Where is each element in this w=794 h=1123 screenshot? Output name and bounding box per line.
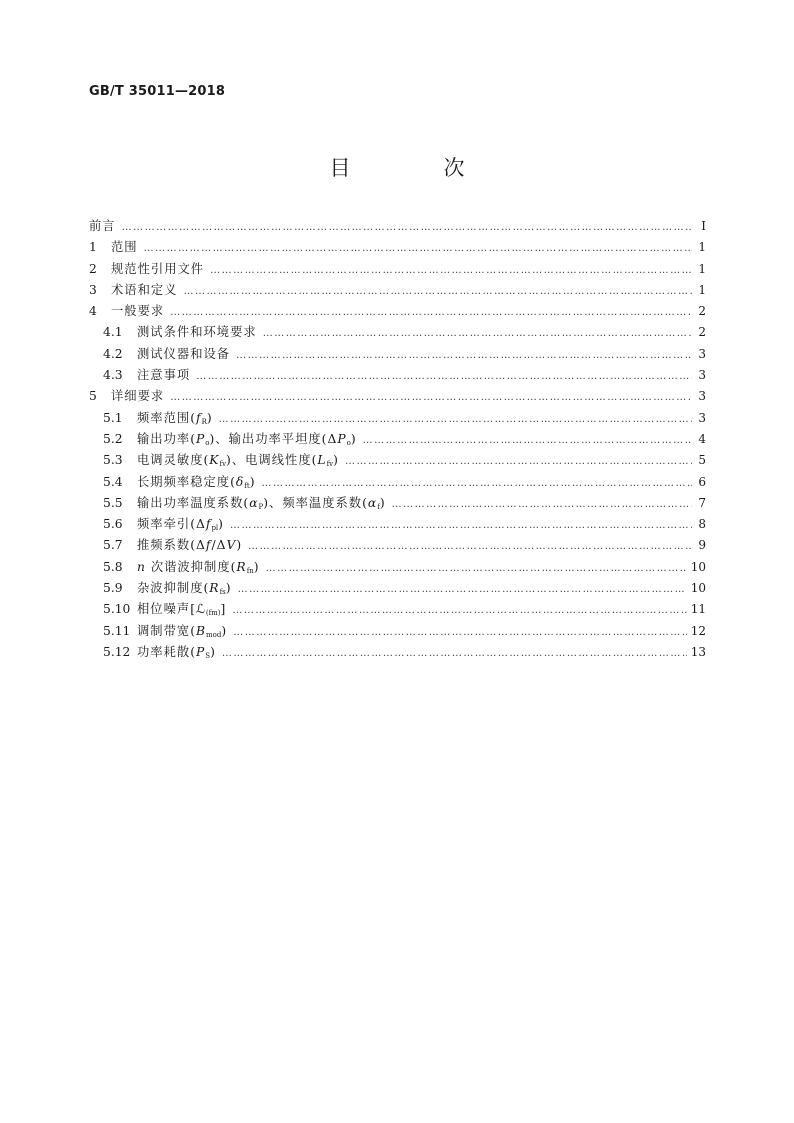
toc-entry-title: 测试仪器和设备 bbox=[137, 346, 231, 361]
toc-entry-title: 功率耗散$(P_S)$ bbox=[137, 644, 216, 660]
toc-entry[interactable] bbox=[89, 535, 706, 556]
toc-entry-page: 5 bbox=[698, 453, 706, 468]
toc-entry[interactable] bbox=[89, 237, 706, 258]
toc-entry[interactable] bbox=[89, 642, 706, 663]
dot-leader bbox=[170, 307, 692, 318]
toc-entry-number: 5.3 bbox=[103, 453, 123, 468]
dot-leader bbox=[210, 265, 692, 276]
dot-leader bbox=[233, 627, 687, 638]
toc-entry-page: 3 bbox=[698, 346, 706, 361]
toc-entry[interactable] bbox=[89, 557, 706, 578]
toc-entry-title: 详细要求 bbox=[111, 389, 165, 404]
toc-entry-title: 电调灵敏度$(K_{fv})$、电调线性度$(L_{fv})$ bbox=[137, 453, 339, 469]
toc-entry-number: 4.2 bbox=[103, 346, 123, 361]
toc-entry-page: 6 bbox=[698, 474, 706, 489]
dot-leader bbox=[345, 456, 692, 467]
dot-leader bbox=[230, 520, 692, 531]
toc-entry[interactable] bbox=[89, 386, 706, 407]
page-title: 目 次 bbox=[329, 156, 501, 180]
toc-entry-number: 1 bbox=[89, 240, 97, 255]
toc-entry[interactable] bbox=[89, 514, 706, 535]
toc-entry-page: 8 bbox=[698, 517, 706, 532]
toc-entry-number: 3 bbox=[89, 282, 97, 297]
toc-entry-title: 输出功率温度系数$(\alpha_P)$、频率温度系数$(\alpha_f)$ bbox=[137, 495, 386, 511]
toc-entry-page: 9 bbox=[698, 538, 706, 553]
toc-entry-page: 4 bbox=[698, 431, 706, 446]
toc-entry-page: 2 bbox=[698, 325, 706, 340]
toc-entry[interactable] bbox=[89, 621, 706, 642]
dot-leader bbox=[266, 563, 687, 574]
toc-entry-title: 测试条件和环境要求 bbox=[137, 325, 257, 340]
dot-leader bbox=[222, 648, 687, 659]
toc-entry-number: 5.9 bbox=[103, 581, 123, 596]
toc-entry[interactable] bbox=[89, 408, 706, 429]
toc-entry-number: 5.7 bbox=[103, 538, 123, 553]
toc-entry[interactable] bbox=[89, 259, 706, 280]
toc-entry-page: 13 bbox=[690, 644, 706, 659]
dot-leader bbox=[196, 371, 692, 382]
toc-entry-number: 4.3 bbox=[103, 368, 123, 383]
toc-entry-page: 1 bbox=[698, 282, 706, 297]
toc-entry-title: 杂波抑制度$(R_{fs})$ bbox=[137, 581, 232, 597]
toc-entry-title: 推频系数(Δf/ΔV) bbox=[137, 538, 243, 553]
toc-entry[interactable] bbox=[89, 344, 706, 365]
toc-entry-page: 7 bbox=[698, 495, 706, 510]
toc-entry[interactable] bbox=[89, 365, 706, 386]
toc-entry-title: 一般要求 bbox=[111, 304, 165, 319]
dot-leader bbox=[232, 605, 686, 616]
dot-leader bbox=[392, 499, 692, 510]
toc-entry-page: 3 bbox=[698, 389, 706, 404]
toc-entry-title: 长期频率稳定度$(\delta_{ft})$ bbox=[137, 474, 256, 490]
toc-entry-title: 频率牵引$(\Delta f_{pl})$ bbox=[137, 517, 224, 533]
toc-entry-page: 11 bbox=[690, 602, 706, 617]
toc-entry-title: n 次谐波抑制度$(R_{fn})$ bbox=[137, 559, 260, 575]
toc-entry-page: 1 bbox=[698, 240, 706, 255]
toc-entry-number: 5.2 bbox=[103, 431, 123, 446]
toc-entry-page: 2 bbox=[698, 304, 706, 319]
toc-entry[interactable] bbox=[89, 322, 706, 343]
toc-entry-page: 1 bbox=[698, 261, 706, 276]
toc-entry-title: 频率范围$(f_R)$ bbox=[137, 410, 213, 426]
toc-entry[interactable] bbox=[89, 599, 706, 620]
toc-entry-number: 5.4 bbox=[103, 474, 123, 489]
toc-entry-number: 4.1 bbox=[103, 325, 123, 340]
table-of-contents bbox=[89, 216, 706, 663]
toc-entry-number: 5.6 bbox=[103, 517, 123, 532]
toc-entry-title: 相位噪声[ℒ$_{(fm)}$] bbox=[137, 602, 227, 618]
toc-entry-title: 规范性引用文件 bbox=[111, 261, 205, 276]
toc-entry-number: 5.12 bbox=[103, 644, 131, 659]
dot-leader bbox=[170, 392, 692, 403]
dot-leader bbox=[262, 478, 692, 489]
toc-entry-page: Ⅰ bbox=[701, 219, 706, 233]
toc-entry-page: 12 bbox=[690, 623, 706, 638]
dot-leader bbox=[184, 286, 693, 297]
toc-entry[interactable] bbox=[89, 472, 706, 493]
dot-leader bbox=[144, 243, 692, 254]
toc-entry-title: 注意事项 bbox=[137, 368, 191, 383]
toc-entry-number: 4 bbox=[89, 304, 97, 319]
dot-leader bbox=[219, 414, 692, 425]
toc-entry-title: 术语和定义 bbox=[111, 282, 178, 297]
toc-entry[interactable] bbox=[89, 578, 706, 599]
toc-entry-title: 调制带宽$(B_{mod})$ bbox=[137, 623, 228, 639]
toc-entry-title: 前言 bbox=[89, 219, 116, 233]
toc-entry-title: 范围 bbox=[111, 240, 138, 255]
toc-entry-number: 5.8 bbox=[103, 559, 123, 574]
dot-leader bbox=[363, 435, 692, 446]
dot-leader bbox=[248, 541, 692, 552]
dot-leader bbox=[236, 350, 692, 361]
dot-leader bbox=[263, 328, 692, 339]
toc-entry-title: 输出功率$(P_o)$、输出功率平坦度$(\Delta P_o)$ bbox=[137, 431, 357, 447]
toc-entry[interactable] bbox=[89, 429, 706, 450]
toc-entry[interactable] bbox=[89, 301, 706, 322]
toc-entry[interactable] bbox=[89, 216, 706, 237]
toc-entry-number: 5.1 bbox=[103, 410, 123, 425]
toc-entry-number: 5.10 bbox=[103, 602, 131, 617]
toc-entry-number: 5.11 bbox=[103, 623, 131, 638]
toc-entry-page: 10 bbox=[690, 559, 706, 574]
toc-entry[interactable] bbox=[89, 450, 706, 471]
toc-entry[interactable] bbox=[89, 280, 706, 301]
dot-leader bbox=[122, 222, 692, 233]
toc-entry-page: 10 bbox=[690, 581, 706, 596]
dot-leader bbox=[238, 584, 687, 595]
toc-entry[interactable] bbox=[89, 493, 706, 514]
toc-entry-number: 2 bbox=[89, 261, 97, 276]
standard-code: GB/T 35011—2018 bbox=[89, 84, 226, 99]
toc-entry-number: 5.5 bbox=[103, 495, 123, 510]
toc-entry-page: 3 bbox=[698, 410, 706, 425]
toc-entry-number: 5 bbox=[89, 389, 97, 404]
toc-entry-page: 3 bbox=[698, 368, 706, 383]
